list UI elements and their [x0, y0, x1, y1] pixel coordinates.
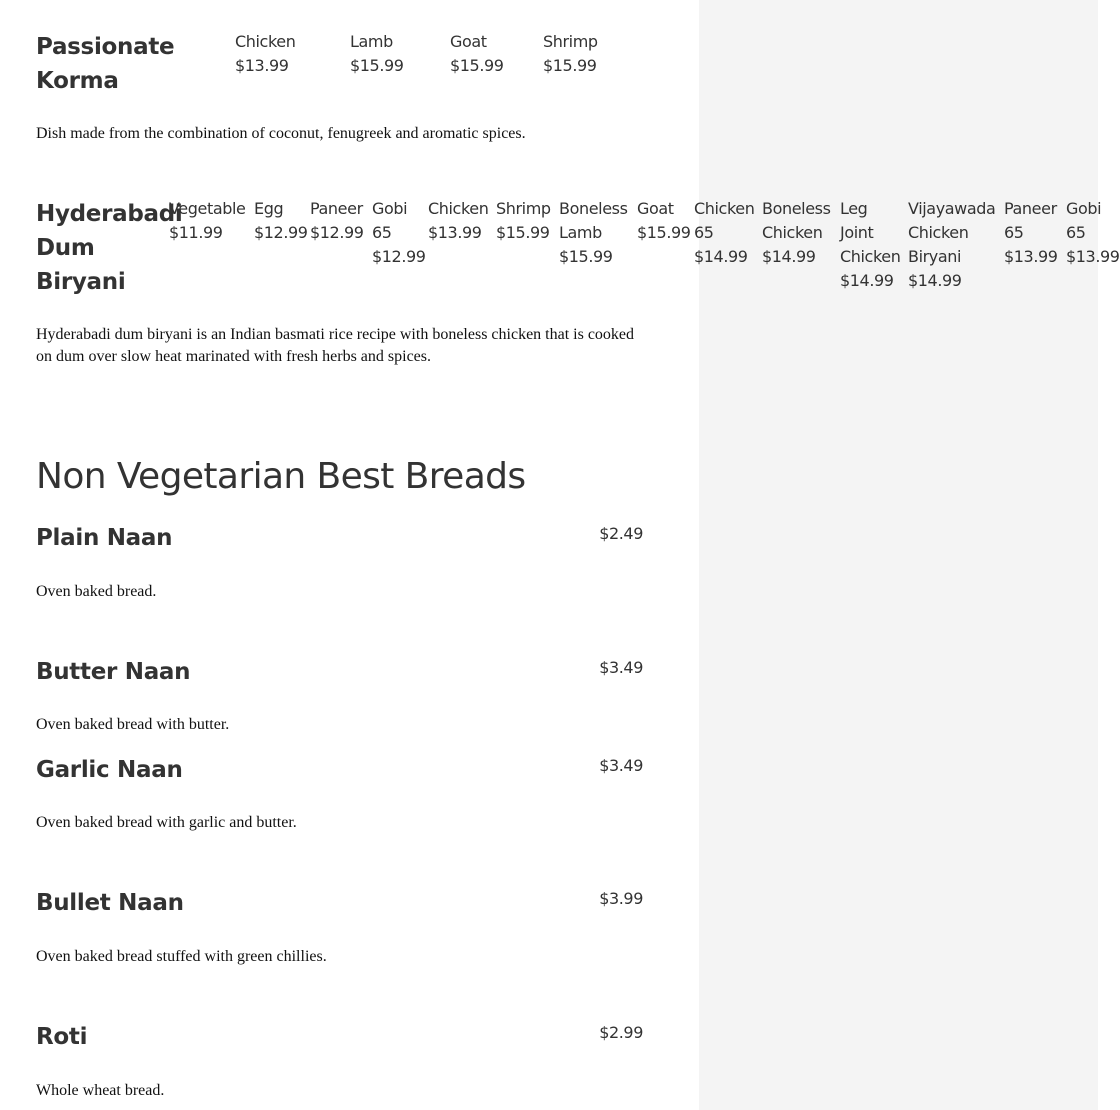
variant-price: $15.99	[496, 223, 550, 242]
variant-price: $15.99	[350, 56, 404, 75]
variant-name: Shrimp	[543, 32, 598, 51]
variant-name: Chicken 65	[694, 199, 755, 242]
variant-item[interactable]	[840, 197, 902, 293]
dish-title: Passionate Korma	[36, 34, 175, 94]
dish-title: Hyderabadi Dum Biryani	[36, 201, 183, 295]
variant-item[interactable]	[637, 197, 689, 245]
variant-price: $14.99	[694, 247, 748, 266]
variant-item[interactable]	[762, 197, 836, 269]
bread-title: Roti	[36, 1024, 88, 1050]
variant-price: $15.99	[450, 56, 504, 75]
bread-description: Oven baked bread.	[36, 583, 157, 600]
variant-name: Paneer	[310, 199, 363, 218]
variant-item[interactable]	[372, 197, 426, 269]
variant-price: $15.99	[559, 247, 613, 266]
variant-price: $12.99	[310, 223, 364, 242]
dish-description: Hyderabadi dum biryani is an Indian basmati rice recipe with boneless chicken that is cooked on dum over slow heat marinated with fresh herbs and spices.	[36, 326, 635, 365]
variant-price: $14.99	[840, 271, 894, 290]
variant-price: $13.99	[235, 56, 289, 75]
variant-name: Shrimp	[496, 199, 551, 218]
variant-item[interactable]	[543, 30, 598, 78]
variant-name: Chicken	[235, 32, 296, 51]
variant-item[interactable]	[428, 197, 492, 245]
variant-item[interactable]	[254, 197, 306, 245]
bread-price: $3.49	[599, 756, 643, 775]
variant-name: Goat	[637, 199, 674, 218]
variant-name: Gobi 65	[1066, 199, 1102, 242]
variant-price: $13.99	[1004, 247, 1058, 266]
variant-price: $14.99	[908, 271, 962, 290]
variant-item[interactable]	[1004, 197, 1060, 269]
variant-name: Goat	[450, 32, 487, 51]
variant-name: Vijayawada Chicken Biryani	[908, 199, 996, 266]
variant-item[interactable]	[496, 197, 556, 245]
bread-title: Garlic Naan	[36, 757, 183, 783]
variant-price: $15.99	[543, 56, 597, 75]
variant-name: Egg	[254, 199, 284, 218]
bread-price: $3.99	[599, 889, 643, 908]
dish-description: Dish made from the combination of coconut, fenugreek and aromatic spices.	[36, 125, 526, 142]
bread-price: $2.99	[599, 1023, 643, 1042]
variant-price: $12.99	[372, 247, 426, 266]
bread-description: Whole wheat bread.	[36, 1082, 165, 1099]
variant-item[interactable]	[310, 197, 368, 245]
bread-title: Butter Naan	[36, 659, 191, 685]
variant-item[interactable]	[169, 197, 249, 245]
variant-name: Chicken	[428, 199, 489, 218]
variant-price: $13.99	[1066, 247, 1120, 266]
variant-name: Lamb	[350, 32, 393, 51]
variant-item[interactable]	[559, 197, 631, 269]
variant-price: $14.99	[762, 247, 816, 266]
variant-item[interactable]	[235, 30, 295, 78]
section-title: Non Vegetarian Best Breads	[36, 456, 526, 497]
bread-price: $3.49	[599, 658, 643, 677]
variant-price: $15.99	[637, 223, 691, 242]
bread-title: Bullet Naan	[36, 890, 184, 916]
variant-name: Gobi 65	[372, 199, 408, 242]
variant-item[interactable]	[350, 30, 404, 78]
variant-name: Paneer 65	[1004, 199, 1057, 242]
variant-price: $11.99	[169, 223, 223, 242]
bread-description: Oven baked bread with butter.	[36, 716, 230, 733]
bread-title: Plain Naan	[36, 525, 173, 551]
variant-name: Leg Joint Chicken	[840, 199, 901, 266]
variant-item[interactable]	[908, 197, 1000, 293]
variant-name: Boneless Chicken	[762, 199, 831, 242]
variant-item[interactable]	[694, 197, 758, 269]
variant-item[interactable]	[1066, 197, 1120, 269]
variant-price: $13.99	[428, 223, 482, 242]
bread-description: Oven baked bread with garlic and butter.	[36, 814, 297, 831]
variant-price: $12.99	[254, 223, 308, 242]
bread-description: Oven baked bread stuffed with green chillies.	[36, 948, 327, 965]
variant-item[interactable]	[450, 30, 504, 78]
bread-price: $2.49	[599, 524, 643, 543]
variant-name: Vegetable	[169, 199, 246, 218]
variant-name: Boneless Lamb	[559, 199, 628, 242]
